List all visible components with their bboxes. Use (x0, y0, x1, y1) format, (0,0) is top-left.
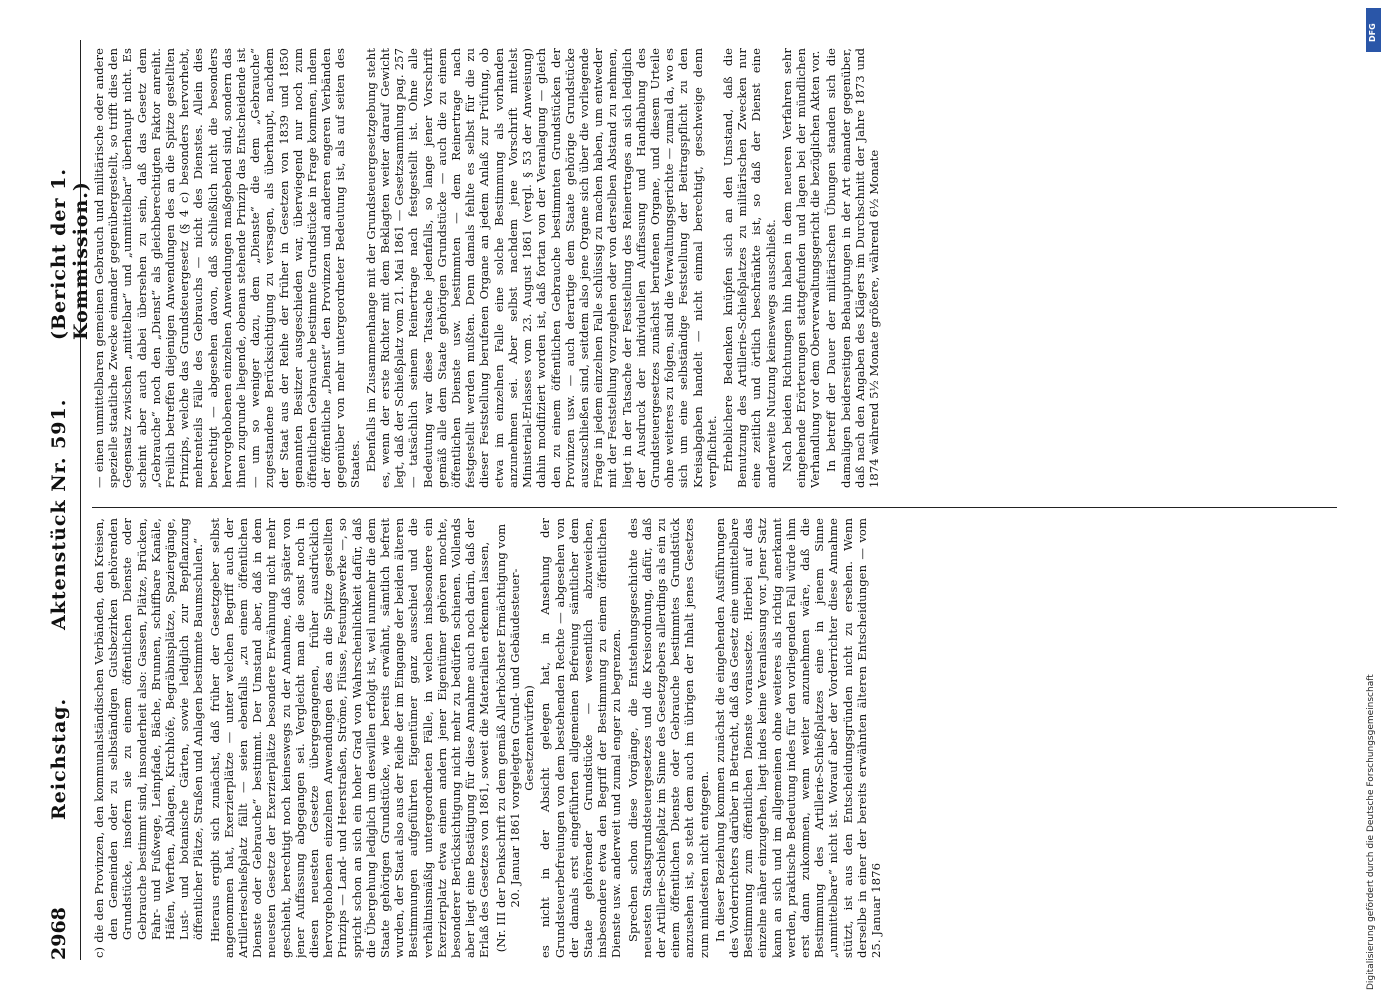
paragraph: Erheblichere Bedenken knüpfen sich an den Umstand, daß die Benutzung des Artillerie-Schießplatzes zu militärischen Zwecken nur eine zeitlich und örtlich beschränkte ist, so daß der Dienst eine anderweite Nutzung keineswegs ausschließt. (720, 48, 778, 488)
dfg-logo: DFG (1366, 8, 1381, 52)
page-header (48, 40, 92, 960)
page-number: 2968 (48, 907, 70, 960)
paragraph: In dieser Beziehung kommen zunächst die eingehenden Ausführungen des Vorderrichters darüber in Betracht, daß das Gesetz eine unmittelbare Bestimmung zum öffentlichen Dienste voraussetze. Hierbei auf das einzelne näher einzugehen, liegt indes keine Veranlassung vor. Jener Satz kann an sich und im allgemeinen ohne weiteres als richtig anerkannt werden, praktische Bedeutung indes für den vorliegenden Fall würde ihm erst dann zukommen, wenn weiter anzunehmen wäre, daß die Bestimmung des Artillerie-Schießplatzes eine in jenem Sinne „unmittelbare“ nicht ist. Worauf aber der Vorderrichter diese Annahme stützt, ist aus den Entscheidungsgründen nicht zu ersehen. Wenn derselbe in einer der bereits erwähnten älteren Entscheidungen — vom 25. Januar 1876 (712, 518, 883, 958)
left-column (92, 518, 1337, 958)
right-column (92, 48, 1337, 488)
paragraph: (Nr. III der Denkschrift zu dem gemäß Allerhöchster Ermächtigung vom 20. Januar 1861 vorgelegten Grund- und Gebäudesteuer-Gesetzentwürfen) (493, 523, 537, 953)
paragraph: In betreff der Dauer der militärischen Übungen standen sich die damaligen beiderseitigen Behauptungen in der Art einander gegenüber, daß nach den Angaben des Klägers im Durchschnitt der Jahre 1873 und 1874 während 5½ Monate größere, während 6½ Monate (824, 48, 881, 488)
report-title: (Bericht der 1. Kommission.) (48, 168, 92, 340)
paragraph: c) die den Provinzen, den kommunalständischen Verbänden, den Kreisen, den Gemeinden oder zu selbständigen Gutsbezirken gehörenden Grundstücke, insofern sie zu einem öffentlichen Dienste oder Gebrauche bestimmt sind, insonderheit also: Gassen, Plätze, Brücken, Fahr- und Fußwege, Leinpfade, Bäche, Brunnen, schiffbare Kanäle, Häfen, Werften, Ablagen, Kirchhöfe, Begräbnisplätze, Spaziergänge, Lust- und botanische Gärten, sowie lediglich zur Bepflanzung öffentlicher Plätze, Straßen und Anlagen bestimmte Baumschulen.“ (92, 518, 206, 958)
paragraph: — einen unmittelbaren gemeinen Gebrauch und militärische oder andere spezielle staatliche Zwecke einander gegenübergestellt, so trifft dies den Gegensatz zwischen „mittelbar“ und „unmittelbar“ überhaupt nicht. Es scheint aber auch dabei übersehen zu sein, daß das Gesetz dem „Gebrauche“ noch den „Dienst“ als gleichberechtigten Faktor anreiht. Freilich betreffen diejenigen Anwendungen des an die Spitze gestellten Prinzips, welche das Grundsteuergesetz (§ 4 c) besonders hervorhebt, mehrenteils Fälle des Gebrauchs — nicht des Dienstes. Allein dies berechtigt — abgesehen davon, daß schließlich nicht die besonders hervorgehobenen einzelnen Anwendungen maßgebend sind, sondern das ihnen zugrunde liegende, obenan stehende Prinzip das Entscheidende ist — um so weniger dazu, dem „Dienste“ die dem „Gebrauche“ zugestandene Berücksichtigung zu versagen, als überhaupt, nachdem der Staat aus der Reihe der früher in Gesetzen von 1839 und 1850 genannten Besitzer ausgeschieden war, überwiegend nur noch zum öffentlichen Gebrauche bestimmte Grundstücke in Frage kommen, indem der öffentliche „Dienst“ den Provinzen und anderen engeren Verbänden gegenüber von mehr untergeordneter Bedeutung ist, als auf seiten des Staates. (92, 48, 362, 488)
paragraph: Hieraus ergibt sich zunächst, daß früher der Gesetzgeber selbst angenommen hat, Exerzierplätze — unter welchen Begriff auch der Artillerieschießplatz fällt — seien ebenfalls „zu einem öffentlichen Dienste oder Gebrauche“ bestimmt. Der Umstand aber, daß in dem neuesten Gesetze der Exerzierplätze besondere Erwähnung nicht mehr geschieht, berechtigt noch keineswegs zu der Annahme, daß später von jener Auffassung abgegangen sei. Vergleicht man die sonst noch in diesen neuesten Gesetze übergegangenen, früher ausdrücklich hervorgehobenen einzelnen Anwendungen des an die Spitze gestellten Prinzips — Land- und Heerstraßen, Ströme, Flüsse, Festungswerke —, so spricht schon an sich ein hoher Grad von Wahrscheinlichkeit dafür, daß die Übergehung lediglich um deswillen erfolgt ist, weil nunmehr die dem Staate gehörigen Grundstücke, wie bereits erwähnt, sämtlich befreit wurden, der Staat also aus der Reihe der im Eingange der beiden älteren Bestimmungen aufgeführten Eigentümer ganz ausschied und die verhältnismäßig untergeordneten Fälle, in welchen insbesondere ein Exerzierplatz etwa einem andern jener Eigentümer gehören mochte, besonderer Berücksichtigung nicht mehr zu bedürfen schienen. Vollends aber liegt eine Bestätigung für diese Annahme auch noch darin, daß der Erlaß des Gesetzes von 1861, soweit die Materialien erkennen lassen, (207, 518, 492, 958)
digitization-credit: Digitalisierung gefördert durch die Deutsche Forschungsgemeinschaft (1366, 674, 1376, 990)
running-title: Reichstag. (48, 697, 70, 820)
paragraph: es nicht in der Absicht gelegen hat, in Ansehung der Grundsteuerbefreiungen von dem bestehenden Rechte — abgesehen von der damals erst eingeführten allgemeinen Befreiung sämtlicher dem Staate gehörender Grundstücke — wesentlich abzuweichen, insbesondere etwa den Begriff der Bestimmung zu einem öffentlichen Dienste usw. anderweit und zumal enger zu begrenzen. (538, 518, 624, 958)
column-divider (92, 507, 1337, 508)
paragraph: Nach beiden Richtungen hin haben in dem neueren Verfahren sehr eingehende Erörterungen stattgefunden und lagen bei der mündlichen Verhandlung vor dem Oberverwaltungsgericht die bezüglichen Akten vor. (779, 48, 823, 488)
paragraph: Ebenfalls im Zusammenhange mit der Grundsteuergesetzgebung steht es, wenn der erste Richter mit dem Beklagten weiter darauf Gewicht legt, daß der Schießplatz vom 21. Mai 1861 — Gesetzsammlung pag. 257 — tatsächlich seinem Reinertrage nach festgestellt ist. Ohne alle Bedeutung war diese Tatsache jedenfalls, so lange jener Vorschrift gemäß alle dem Staate gehörigen Grundstücke — auch die zu einem öffentlichen Dienste usw. bestimmten — dem Reinertrage nach festgestellt werden mußten. Denn damals fehlte es selbst für die zu dieser Feststellung berufenen Organe an jedem Anlaß zur Prüfung, ob etwa im einzelnen Falle eine solche Bestimmung als vorhanden anzunehmen sei. Aber selbst nachdem jene Vorschrift mittelst Ministerial-Erlasses vom 23. August 1861 (vergl. § 53 der Anweisung) dahin modifiziert worden ist, daß fortan von der Veranlagung — gleich den zu einem öffentlichen Gebrauche bestimmten Grundstücken der Provinzen usw. — auch derartige dem Staate gehörige Grundstücke auszuschließen sind, seitdem also jene Organe sich über die vorliegende Frage in jedem einzelnen Falle schlüssig zu machen haben, um entweder mit der Feststellung vorzugehen oder von derselben Abstand zu nehmen, liegt in der Tatsache der Feststellung des Reinertrages an sich lediglich der Ausdruck der individuellen Auffassung und Handhabung des Grundsteuergesetzes zunächst berufenen Organe, und diesem Urteile ohne weiteres zu folgen, sind die Verwaltungsgerichte — zumal da, wo es sich um eine selbständige Feststellung der Beitragspflicht zu den Kreisabgaben handelt — nicht einmal berechtigt, geschweige denn verpflichtet. (363, 48, 719, 488)
header-rule (80, 40, 81, 960)
paragraph: Sprechen schon diese Vorgänge, die Entstehungsgeschichte des neuesten Staatsgrundsteuergesetzes und die Kreisordnung, dafür, daß der Artillerie-Schießplatz im Sinne des Gesetzgebers allerdings als ein zu einem öffentlichen Dienste oder Gebrauche bestimmtes Grundstück anzusehen ist, so steht dem auch im übrigen der Inhalt jenes Gesetzes zum mindesten nicht entgegen. (625, 518, 711, 958)
document-title: Aktenstück Nr. 591. (48, 398, 70, 630)
